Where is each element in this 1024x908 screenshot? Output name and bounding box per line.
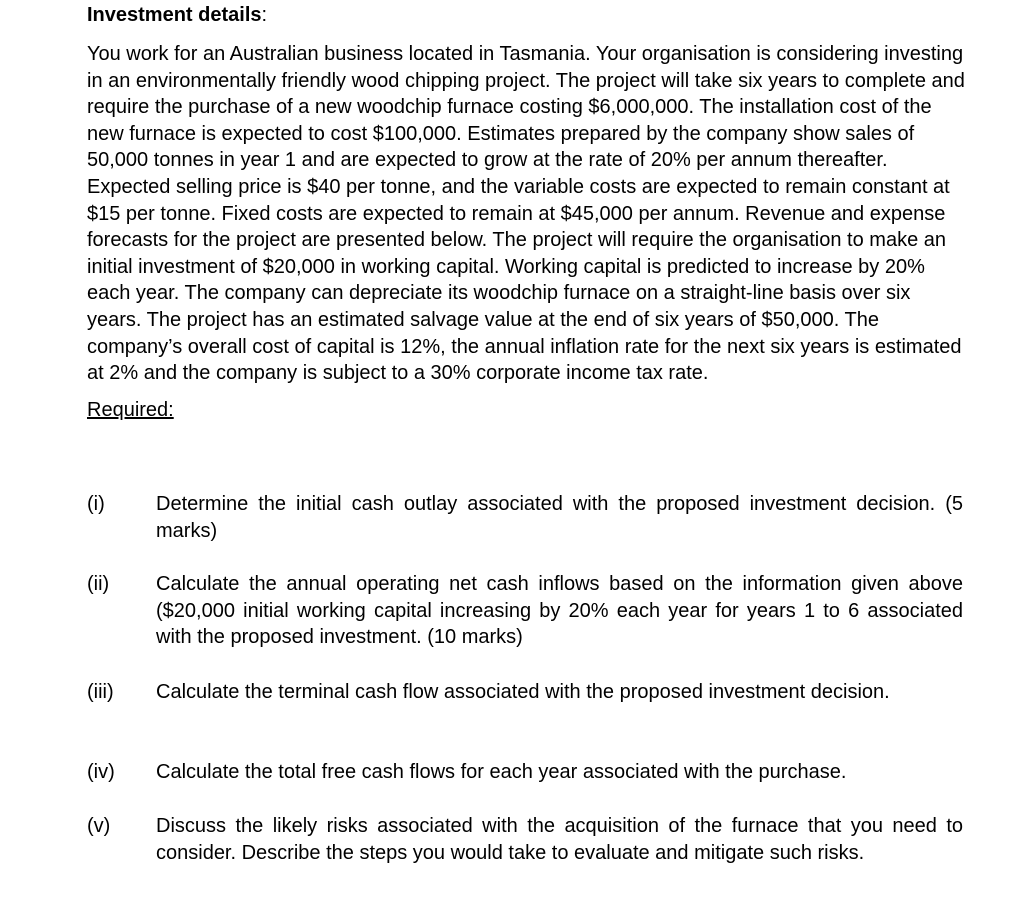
question-text: Calculate the annual operating net cash inflows based on the information given above ($20,000 initial working capital increasing by 20% each year for years 1 to 6 associated with the proposed investment. (10 marks) (156, 573, 963, 648)
question-number: (ii) (87, 573, 110, 595)
heading-colon: : (261, 4, 268, 26)
document-page (87, 0, 967, 423)
question-text: Calculate the terminal cash flow associated with the proposed investment decision. (156, 681, 890, 703)
question-item-iv (87, 759, 967, 786)
question-text: Discuss the likely risks associated with the acquisition of the furnace that you need to consider. Describe the steps you would take to evaluate and mitigate such risks. (156, 815, 963, 864)
question-text: Determine the initial cash outlay associated with the proposed investment decision. (5 marks) (156, 493, 963, 542)
section-heading (87, 0, 967, 28)
question-number: (i) (87, 493, 105, 515)
question-item-i (87, 491, 967, 544)
investment-details-paragraph: You work for an Australian business located in Tasmania. Your organisation is considering investing in an environmentally friendly wood chipping project. The project will take six years to complete and require the purchase of a new woodchip furnace costing $6,000,000. The installation cost of the new furnace is expected to cost $100,000. Estimates prepared by the company show sales of 50,000 tonnes in year 1 and are expected to grow at the rate of 20% per annum thereafter. Expected selling price is $40 per tonne, and the variable costs are expected to remain constant at $15 per tonne. Fixed costs are expected to remain at $45,000 per annum. Revenue and expense forecasts for the project are presented below. The project will require the organisation to make an initial investment of $20,000 in working capital. Working capital is predicted to increase by 20% each year. The company can depreciate its woodchip furnace on a straight-line basis over six years. The project has an estimated salvage value at the end of six years of $50,000. The company’s overall cost of capital is 12%, the annual inflation rate for the next six years is estimated at 2% and the company is subject to a 30% corporate income tax rate. (87, 43, 965, 385)
question-item-ii (87, 571, 967, 651)
question-item-iii (87, 679, 967, 706)
question-item-v (87, 813, 967, 866)
question-number: (iii) (87, 681, 114, 703)
question-text: Calculate the total free cash flows for each year associated with the purchase. (156, 761, 847, 783)
question-number: (v) (87, 815, 111, 837)
required-label: Required: (87, 398, 174, 421)
question-number: (iv) (87, 761, 115, 783)
heading-bold-text: Investment details (87, 4, 262, 26)
